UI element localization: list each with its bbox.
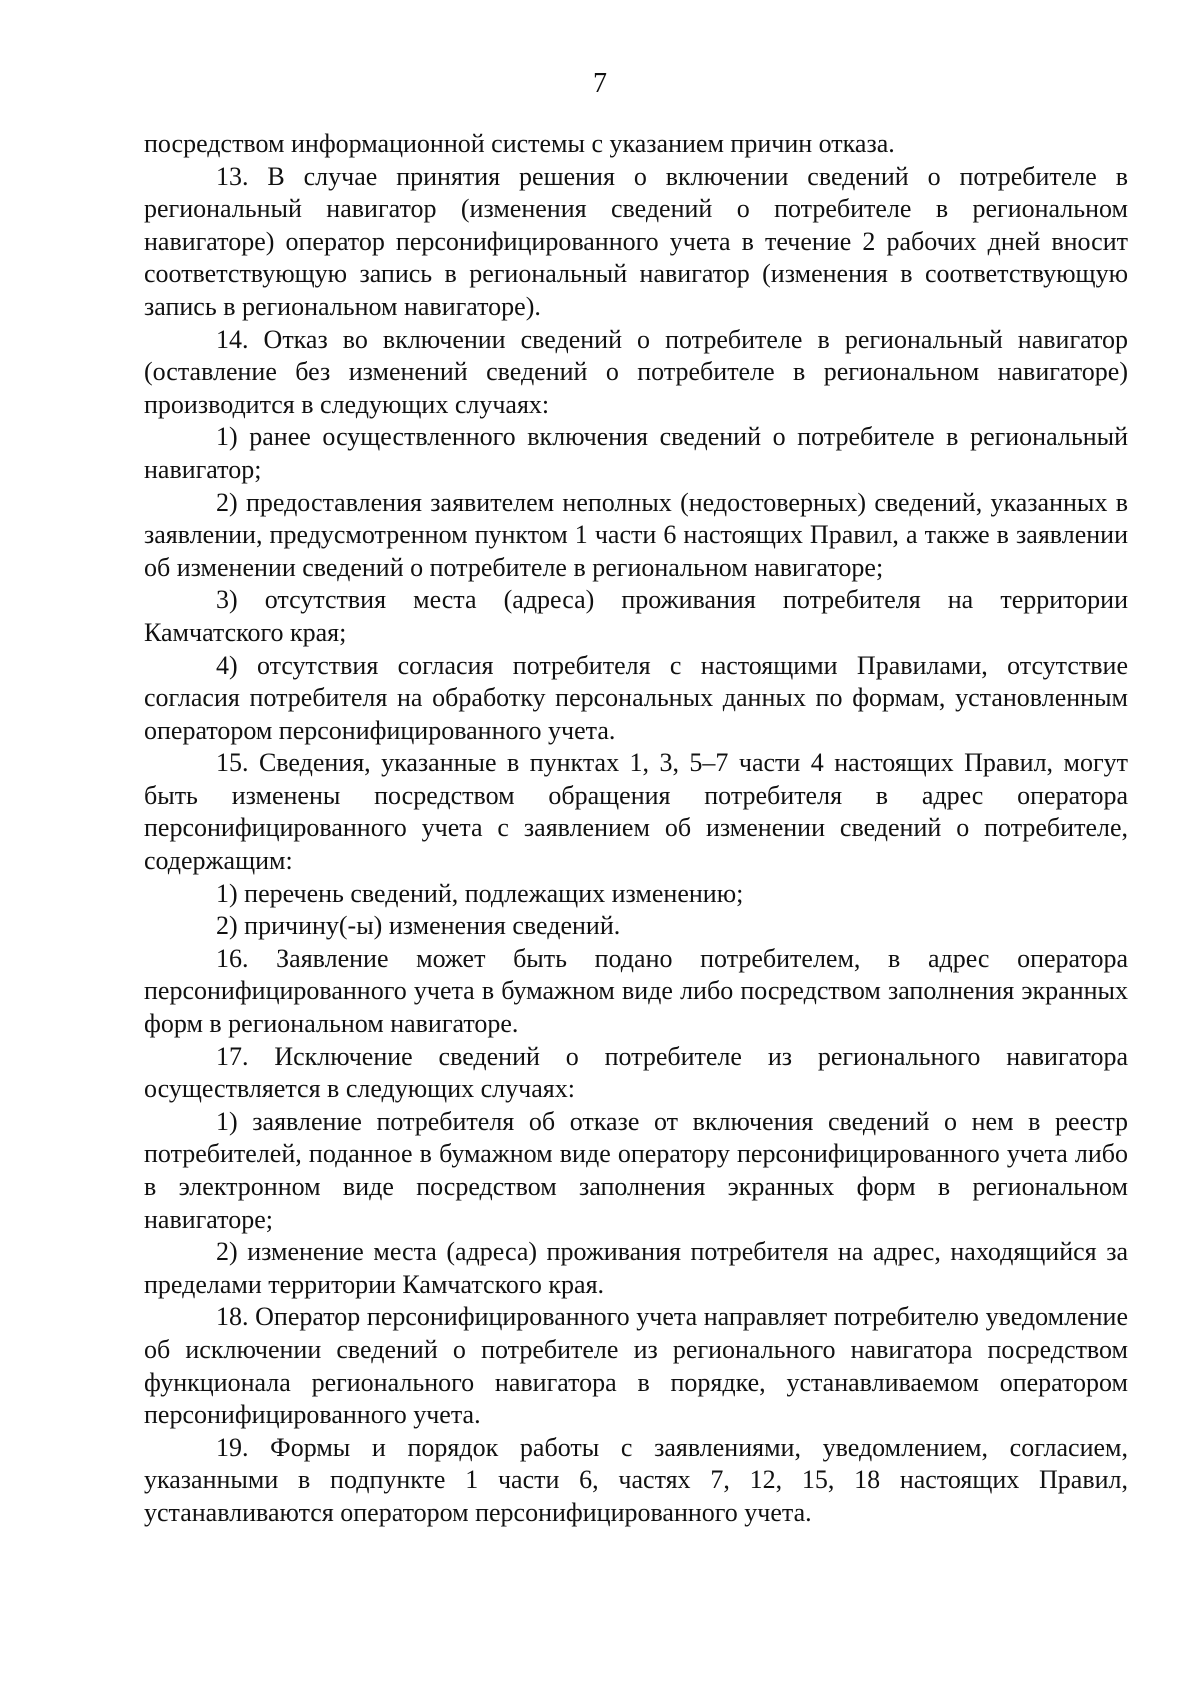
- document-body: [144, 128, 1128, 1530]
- list-item-14-4: 4) отсутствия согласия потребителя с настоящими Правилами, отсутствие согласия потребителя на обработку персональных данных по формам, установленным оператором персонифицированного учета.: [144, 650, 1128, 745]
- paragraph-clause-13: 13. В случае принятия решения о включении сведений о потребителе в региональный навигатор (изменения сведений о потребителе в региональном навигаторе) оператор персонифицированного учета в течение 2 рабочих дней вносит соответствующую запись в региональный навигатор (изменения в соответствующую запись в региональном навигаторе).: [144, 161, 1128, 321]
- list-item-15-1: 1) перечень сведений, подлежащих изменению;: [216, 878, 744, 908]
- list-item-14-2: 2) предоставления заявителем неполных (недостоверных) сведений, указанных в заявлении, предусмотренном пунктом 1 части 6 настоящих Правил, а также в заявлении об изменении сведений о потребителе в региональном навигаторе;: [144, 487, 1128, 582]
- list-item-14-3: 3) отсутствия места (адреса) проживания потребителя на территории Камчатского края;: [144, 585, 1128, 647]
- paragraph-clause-18: 18. Оператор персонифицированного учета направляет потребителю уведомление об исключении сведений о потребителе из регионального навигатора посредством функционала регионального навигатора в порядке, устанавливаемом оператором персонифицированного учета.: [144, 1302, 1128, 1430]
- paragraph-clause-14: 14. Отказ во включении сведений о потребителе в региональный навигатор (оставление без изменений сведений о потребителе в региональном навигаторе) производится в следующих случаях:: [144, 324, 1128, 419]
- page-number: 7: [593, 68, 607, 99]
- list-item-15-2: 2) причину(-ы) изменения сведений.: [216, 911, 621, 941]
- paragraph-clause-15: 15. Сведения, указанные в пунктах 1, 3, 5–7 части 4 настоящих Правил, могут быть изменены посредством обращения потребителя в адрес оператора персонифицированного учета с заявлением об изменении сведений о потребителе, содержащим:: [144, 748, 1128, 876]
- list-item-17-1: 1) заявление потребителя об отказе от включения сведений о нем в реестр потребителей, поданное в бумажном виде оператору персонифицированного учета либо в электронном виде посредством заполнения экранных форм в региональном навигаторе;: [144, 1106, 1128, 1234]
- paragraph-clause-17: 17. Исключение сведений о потребителе из регионального навигатора осуществляется в следующих случаях:: [144, 1041, 1128, 1104]
- paragraph-clause-19: 19. Формы и порядок работы с заявлениями, уведомлением, согласием, указанными в подпункте 1 части 6, частях 7, 12, 15, 18 настоящих Правил, устанавливаются оператором персонифицированного учета.: [144, 1432, 1128, 1527]
- paragraph-clause-16: 16. Заявление может быть подано потребителем, в адрес оператора персонифицированного учета в бумажном виде либо посредством заполнения экранных форм в региональном навигаторе.: [144, 943, 1128, 1039]
- list-item-14-1: 1) ранее осуществленного включения сведений о потребителе в региональный навигатор;: [144, 422, 1128, 484]
- paragraph-continuation: посредством информационной системы с указанием причин отказа.: [144, 129, 895, 158]
- list-item-17-2: 2) изменение места (адреса) проживания потребителя на адрес, находящийся за пределами территории Камчатского края.: [144, 1237, 1128, 1299]
